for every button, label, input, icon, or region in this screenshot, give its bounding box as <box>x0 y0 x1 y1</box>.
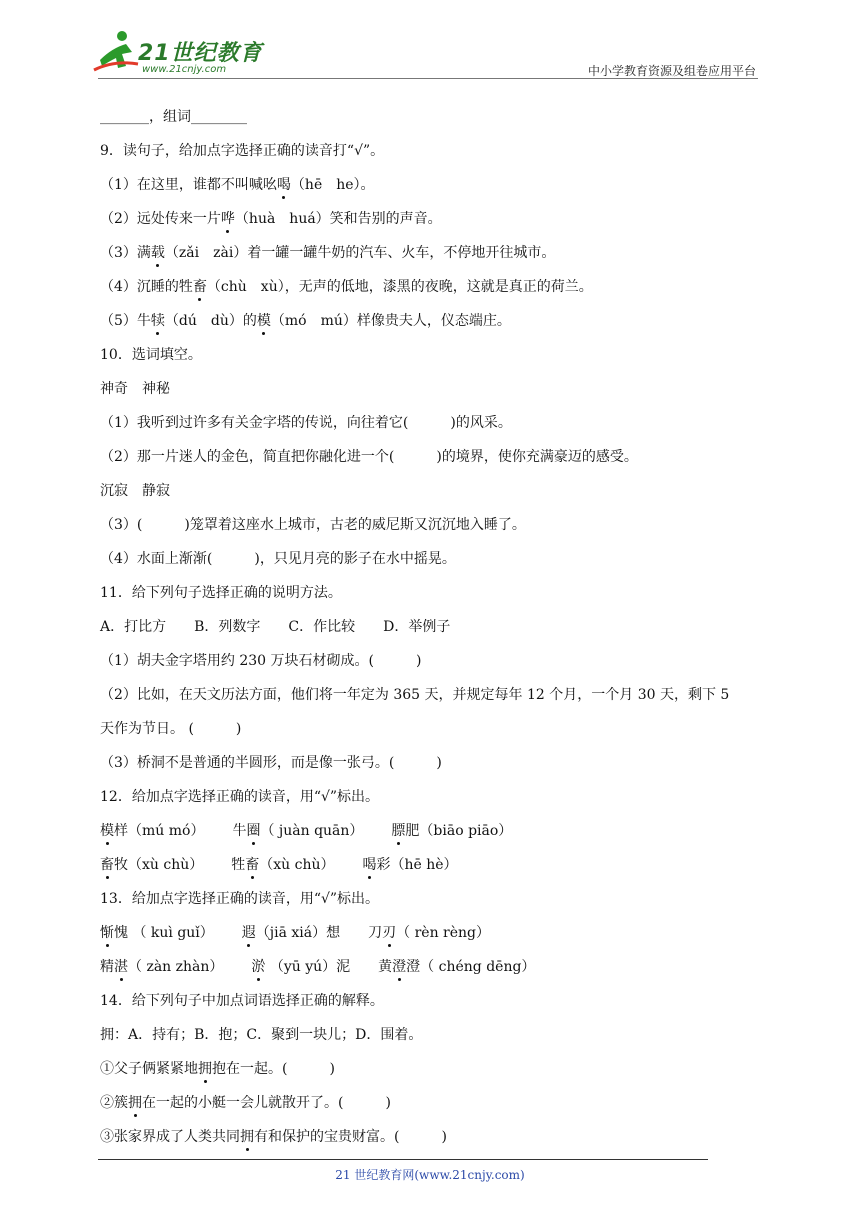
text: （5）牛 <box>100 313 151 329</box>
text: （3）满 <box>100 245 151 261</box>
dotted-char: 哗 <box>221 202 235 236</box>
footer-link[interactable]: 21 世纪教育网(www.21cnjy.com) <box>335 1168 525 1182</box>
text: 愧 （ kuì guǐ） <box>114 925 214 941</box>
question-content <box>100 100 760 1154</box>
dotted-char: 模 <box>257 304 271 338</box>
text: 样（mú mó） <box>114 823 205 839</box>
text: （jiā xiá）想 <box>255 925 341 941</box>
question-9-item-1 <box>100 168 760 202</box>
dotted-char: 拥 <box>240 1120 254 1154</box>
dotted-char: 犊 <box>151 304 165 338</box>
question-14-title: 14．给下列句子中加点词语选择正确的解释。 <box>100 993 384 1009</box>
dotted-char: 模 <box>100 814 114 848</box>
text: （dú dù）的 <box>164 313 257 329</box>
text: 黄 <box>378 959 393 975</box>
text: 精 <box>100 959 114 975</box>
word-choices-1: 神奇 神秘 <box>100 381 170 397</box>
question-11-item-2b: 天作为节日。 ( ) <box>100 721 242 737</box>
question-11-title: 11．给下列句子选择正确的说明方法。 <box>100 585 342 601</box>
logo-text: 21世纪教育 <box>138 41 263 66</box>
text: （yū yú）泥 <box>265 959 351 975</box>
text: 澄（ chéng dēng） <box>406 959 536 975</box>
option-d: D．举例子 <box>383 619 451 635</box>
text: （ rèn rèng） <box>396 925 490 941</box>
question-10-item-2: （2）那一片迷人的金色，简直把你融化进一个( )的境界，使你充满豪迈的感受。 <box>100 449 638 465</box>
text: ③张家界成了人类共同 <box>100 1129 240 1145</box>
logo <box>92 30 272 80</box>
text: （huà huá）笑和告别的声音。 <box>234 211 442 227</box>
option-b: B．列数字 <box>194 619 261 635</box>
question-11-item-3: （3）桥洞不是普通的半圆形，而是像一张弓。( ) <box>100 755 442 771</box>
question-12-row-1 <box>100 814 760 848</box>
question-9-item-3 <box>100 236 760 270</box>
dotted-char: 圈 <box>246 814 260 848</box>
question-10-item-4: （4）水面上渐渐( )，只见月亮的影子在水中摇晃。 <box>100 551 456 567</box>
text: （zǎi zài）着一罐一罐牛奶的汽车、火车，不停地开往城市。 <box>164 245 556 261</box>
question-14-item-3 <box>100 1120 760 1154</box>
text: （ zàn zhàn） <box>128 959 224 975</box>
text: 彩（hē hè） <box>376 857 458 873</box>
dotted-char: 畜 <box>193 270 207 304</box>
dotted-char: 淤 <box>251 950 265 984</box>
dotted-char: 畜 <box>245 848 259 882</box>
runner-logo-icon <box>92 30 142 76</box>
question-11-options <box>100 610 760 644</box>
question-14-item-1 <box>100 1052 760 1086</box>
platform-title: 中小学教育资源及组卷应用平台 <box>587 64 756 78</box>
text: （mó mú）样像贵夫人，仪态端庄。 <box>270 313 511 329</box>
question-12-row-2 <box>100 848 760 882</box>
text: 有和保护的宝贵财富。( ) <box>254 1129 447 1145</box>
text: （4）沉睡的牲 <box>100 279 193 295</box>
question-10-item-3: （3）( )笼罩着这座水上城市，古老的威尼斯又沉沉地入睡了。 <box>100 517 526 533</box>
dotted-char: 拥 <box>198 1052 212 1086</box>
text: 刀 <box>368 925 383 941</box>
text: （hē he）。 <box>290 177 375 193</box>
dotted-char: 膘 <box>391 814 405 848</box>
dotted-char: 澄 <box>392 950 406 984</box>
question-14-item-2 <box>100 1086 760 1120</box>
question-11-item-2a: （2）比如，在天文历法方面，他们将一年定为 365 天，并规定每年 12 个月，一个月 30 天，剩下 5 <box>100 687 730 703</box>
text: 肥（biāo piāo） <box>405 823 513 839</box>
question-13-title: 13．给加点字选择正确的读音，用“√”标出。 <box>100 891 380 907</box>
question-10-title: 10．选词填空。 <box>100 347 202 363</box>
question-13-row-2 <box>100 950 760 984</box>
text: 抱在一起。( ) <box>212 1061 335 1077</box>
dotted-char: 载 <box>151 236 165 270</box>
text: ①父子俩紧紧地 <box>100 1061 198 1077</box>
text: （chù xù），无声的低地，漆黑的夜晚，这就是真正的荷兰。 <box>206 279 593 295</box>
dotted-char: 喝 <box>363 848 377 882</box>
dotted-char: 拥 <box>128 1086 142 1120</box>
text: （1）在这里，谁都不叫喊吆 <box>100 177 277 193</box>
question-12-title: 12．给加点字选择正确的读音，用“√”标出。 <box>100 789 380 805</box>
text: （2）远处传来一片 <box>100 211 221 227</box>
question-13-row-1 <box>100 916 760 950</box>
text: ②簇 <box>100 1095 128 1111</box>
header-divider <box>98 78 758 79</box>
text: 在一起的小艇一会儿就散开了。( ) <box>142 1095 391 1111</box>
text: （ juàn quān） <box>260 823 364 839</box>
question-9-title: 9．读句子，给加点字选择正确的读音打“√”。 <box>100 143 385 159</box>
dotted-char: 刃 <box>382 916 396 950</box>
text: 牛 <box>232 823 247 839</box>
text: 牲 <box>231 857 246 873</box>
footer-divider <box>98 1159 708 1160</box>
question-10-item-1: （1）我听到过许多有关金字塔的传说，向往着它( )的风采。 <box>100 415 512 431</box>
text: 牧（xù chù） <box>114 857 204 873</box>
word-choices-2: 沉寂 静寂 <box>100 483 170 499</box>
dotted-char: 惭 <box>100 916 114 950</box>
question-9-item-4 <box>100 270 760 304</box>
dotted-char: 湛 <box>114 950 128 984</box>
text: （xù chù） <box>259 857 335 873</box>
dotted-char: 遐 <box>242 916 256 950</box>
logo-url: www.21cnjy.com <box>142 64 227 75</box>
question-11-item-1: （1）胡夫金字塔用约 230 万块石材砌成。( ) <box>100 653 422 669</box>
question-9-item-5 <box>100 304 760 338</box>
dotted-char: 喝 <box>277 168 291 202</box>
question-9-item-2 <box>100 202 760 236</box>
page-header <box>0 0 860 80</box>
text-line: _______，组词________ <box>100 109 247 125</box>
option-a: A．打比方 <box>100 619 167 635</box>
option-c: C．作比较 <box>288 619 356 635</box>
question-14-definitions: 拥：A．持有；B．抱；C．聚到一块儿；D．围着。 <box>100 1027 423 1043</box>
dotted-char: 畜 <box>100 848 114 882</box>
